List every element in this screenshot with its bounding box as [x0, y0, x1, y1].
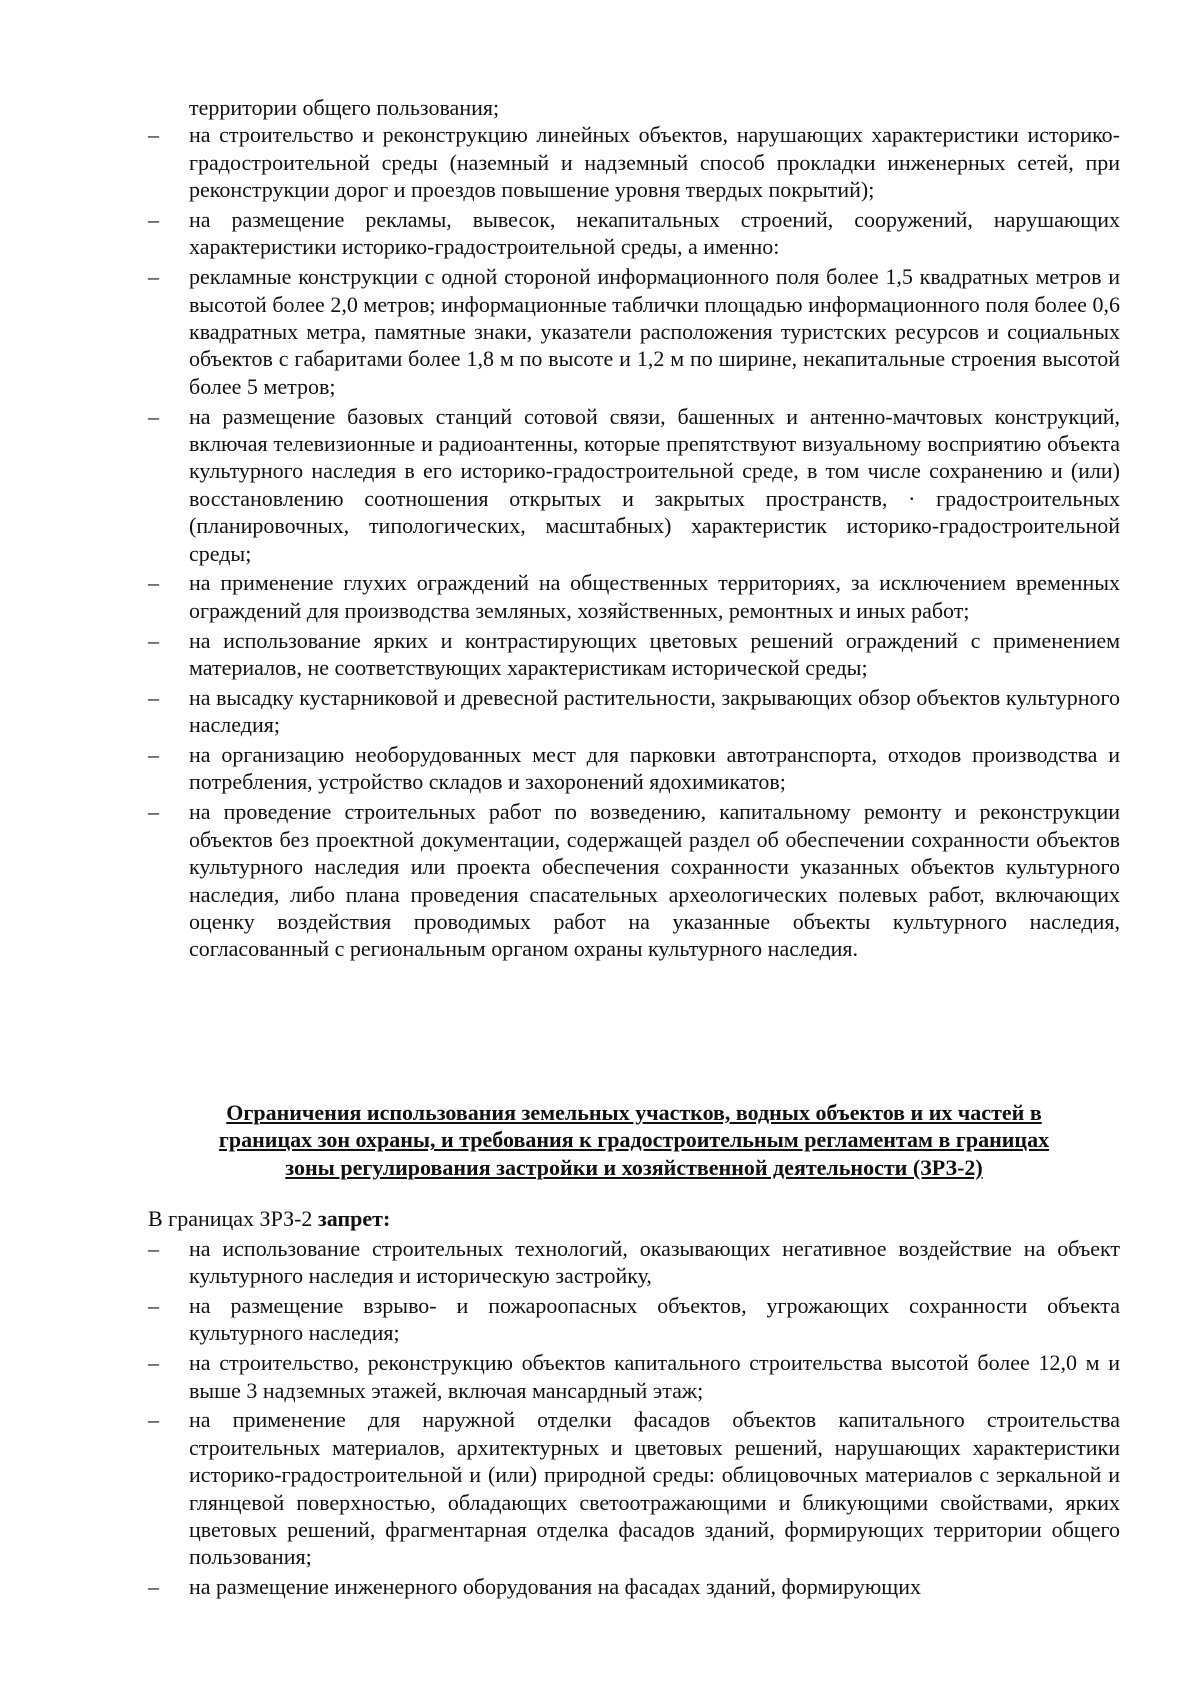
dash-marker: –: [148, 742, 159, 768]
list-item-text: на проведение строительных работ по возведению, капитальному ремонту и реконструкции объектов без проектной документации, содержащей раздел об обеспечении сохранности объектов культурного наследия или проекта обеспечения сохранности указанных объектов культурного наследия, либо плана проведения спасательных археологических полевых работ, включающих оценку воздействия проводимых работ на указанные объекты культурного наследия, согласованный с региональным органом охраны культурного наследия.: [189, 799, 1120, 962]
list-item-text: на высадку кустарниковой и древесной растительности, закрывающих обзор объектов культурного наследия;: [189, 684, 1120, 738]
top-prohibition-list: [148, 121, 1120, 962]
dash-marker: –: [148, 1293, 159, 1318]
heading-line: зоны регулирования застройки и хозяйственной деятельности (ЗРЗ-2): [285, 1154, 983, 1180]
list-item: [148, 121, 1120, 203]
dash-marker: –: [148, 403, 159, 429]
list-item-text: на организацию необорудованных мест для парковки автотранспорта, отходов производства и потребления, устройство складов и захоронений ядохимикатов;: [189, 742, 1120, 795]
list-item-text: на строительство, реконструкцию объектов капитального строительства высотой более 12,0 м и выше 3 надземных этажей, включая мансардный этаж;: [189, 1350, 1120, 1403]
dash-marker: –: [148, 207, 159, 233]
dash-marker: –: [148, 627, 159, 653]
list-item-text: на использование строительных технологий, оказывающих негативное воздействие на объект культурного наследия и историческую застройку,: [189, 1235, 1120, 1289]
section-heading: [148, 1099, 1120, 1181]
list-item-text: на использование ярких и контрастирующих цветовых решений ограждений с применением материалов, не соответствующих характеристикам исторической среды;: [189, 627, 1120, 681]
list-item-text: на применение для наружной отделки фасадов объектов капитального строительства строительных материалов, архитектурных и цветовых решений, нарушающих характеристики историко-градостроительной и (или) природной среды: облицовочных материалов с зеркальной и глянцевой поверхностью, обладающих светоотражающими и бликующими свойствами, ярких цветовых решений, фрагментарная отделка фасадов зданий, формирующих территории общего пользования;: [189, 1407, 1120, 1570]
list-item-text: на размещение инженерного оборудования на фасадах зданий, формирующих: [189, 1574, 921, 1600]
list-item: [148, 1406, 1120, 1570]
dash-marker: –: [148, 570, 159, 596]
list-item: [148, 798, 1120, 962]
list-item: [148, 263, 1120, 400]
list-item-text: на строительство и реконструкцию линейных объектов, нарушающих характеристики историко-градостроительной среды (наземный и надземный способ прокладки инженерных сетей, при реконструкции дорог и проездов повышение уровня твердых покрытий);: [189, 122, 1120, 203]
dash-marker: –: [148, 1235, 159, 1261]
list-item-text: на размещение базовых станций сотовой связи, башенных и антенно-мачтовых конструкций, включая телевизионные и радиоантенны, которые препятствуют визуальному восприятию объекта культурного наследия в его историко-градостроительной среде, в том числе сохранению и (или) восстановлению соотношения открытых и закрытых пространств, · градостроительных (планировочных, типологических, масштабных) характеристик историко-градостроительной среды;: [189, 403, 1120, 566]
zrz-intro: [148, 1205, 1120, 1232]
list-item: [148, 403, 1120, 567]
list-item: [148, 1573, 1120, 1600]
list-item: [148, 627, 1120, 682]
intro-bold: запрет:: [317, 1206, 391, 1231]
dash-marker: –: [148, 264, 159, 290]
list-item: [148, 206, 1120, 261]
list-item-text: на применение глухих ограждений на общественных территориях, за исключением временных ограждений для производства земляных, хозяйственных, ремонтных и иных работ;: [189, 570, 1120, 623]
top-section: [148, 94, 1120, 965]
bottom-section: [148, 1205, 1120, 1603]
list-item: [148, 1235, 1120, 1290]
list-item: [148, 1292, 1120, 1347]
dash-marker: –: [148, 1574, 159, 1600]
list-item: [148, 684, 1120, 739]
dash-marker: –: [148, 799, 159, 825]
heading-line: границах зон охраны, и требования к градостроительным регламентам в границах: [218, 1127, 1050, 1153]
dash-marker: –: [148, 684, 159, 710]
bottom-prohibition-list: [148, 1235, 1120, 1601]
list-item-text: на размещение рекламы, вывесок, некапитальных строений, сооружений, нарушающих характеристики историко-градостроительной среды, а именно:: [189, 207, 1120, 260]
dash-marker: –: [148, 1350, 159, 1376]
continuation-text: территории общего пользования;: [189, 95, 500, 120]
heading-line: Ограничения использования земельных участков, водных объектов и их частей в: [226, 1100, 1042, 1125]
list-item: [148, 569, 1120, 624]
intro-text: В границах ЗРЗ-2: [148, 1206, 318, 1231]
list-item: [148, 741, 1120, 796]
dash-marker: –: [148, 1407, 159, 1433]
list-item: [148, 1349, 1120, 1404]
list-item-text: на размещение взрыво- и пожароопасных объектов, угрожающих сохранности объекта культурного наследия;: [189, 1293, 1120, 1346]
dash-marker: –: [148, 122, 159, 148]
list-item-text: рекламные конструкции с одной стороной информационного поля более 1,5 квадратных метров и высотой более 2,0 метров; информационные таблички площадью информационного поля более 0,6 квадратных метра, памятные знаки, указатели расположения туристских ресурсов и социальных объектов с габаритами более 1,8 м по высоте и 1,2 м по ширине, некапитальные строения высотой более 5 метров;: [189, 264, 1120, 399]
